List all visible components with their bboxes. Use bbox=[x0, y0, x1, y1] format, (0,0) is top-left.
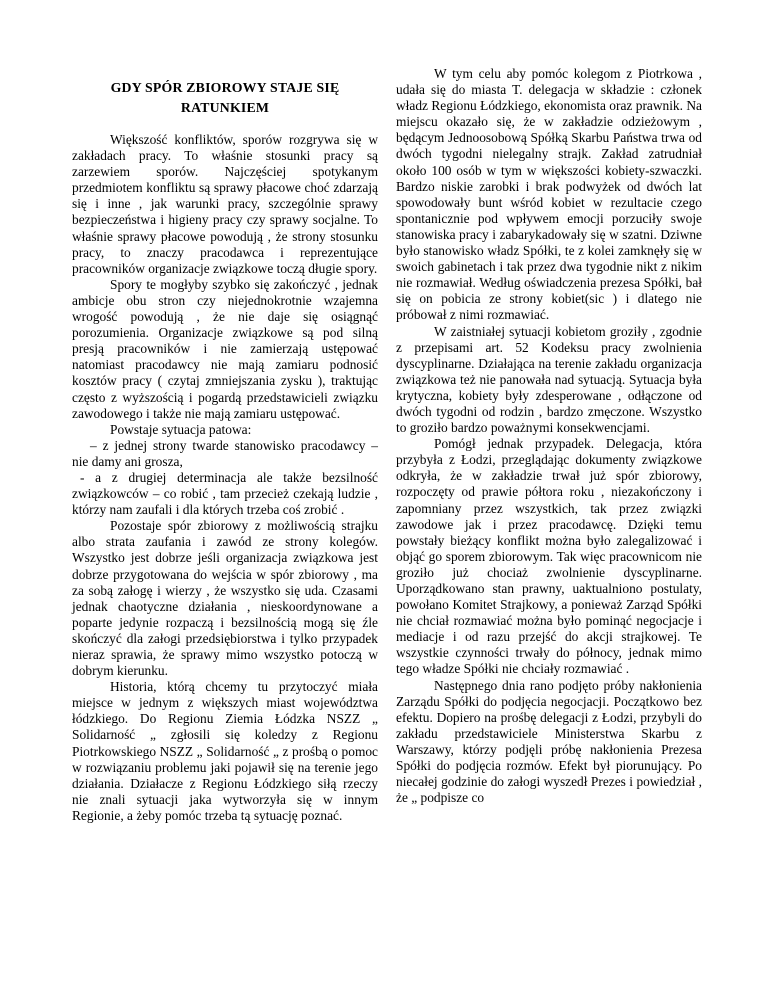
paragraph-left-6: Pozostaje spór zbiorowy z możliwością strajku albo strata zaufania i zawód ze strony kolegów. Wszystko jest dobrze jeśli organizacja związkowa jest dobrze przygotowana do wejścia w spór zbiorowy , ma za sobą załogę i wierzy , że wszystko się uda. Czasami jednak chaotyczne działania , nieskoordynowane a poparte jedynie rozpaczą i bezsilnością mogą się źle skończyć dla załogi przedsiębiorstwa i tylko przypadek nieraz sprawia, że sprawy mimo wszystko potoczą w dobrym kierunku. bbox=[72, 518, 378, 679]
paragraph-left-7: Historia, którą chcemy tu przytoczyć miała miejsce w jednym z większych miast województwa łódzkiego. Do Regionu Ziemia Łódzka NSZZ „ Solidarność „ zgłosili się koledzy z Regionu Piotrkowskiego NSZZ „ Solidarność „ z prośbą o pomoc w rozwiązaniu problemu jaki pojawił się na terenie jego działania. Działacze z Regionu Łódzkiego siłą rzeczy nie znali sytuacji jaka wytworzyła się w innym Regionie, a żeby pomóc trzeba tą sytuację poznać. bbox=[72, 679, 378, 823]
paragraph-left-2: Spory te mogłyby szybko się zakończyć , jednak ambicje obu stron czy niejednokrotnie wzajemna wrogość powodują , że nie daje się osiągnąć porozumienia. Organizacje związkowe są pod silną presją pracowników i nie zamierzają ustępować natomiast pracodawcy nie mają zamiaru podnosić kosztów pracy ( czytaj zmniejszania zysku ), traktując często z wyższością i pogardą przedstawicieli związku zawodowego i także nie mają zamiaru ustępować. bbox=[72, 276, 378, 421]
paragraph-left-1: Większość konfliktów, sporów rozgrywa się w zakładach pracy. To właśnie stosunki pracy są zarzewiem sporów. Najczęściej spotykanym przedmiotem konfliktu są sprawy płacowe choć zdarzają się i inne , jak warunki pracy, szczególnie sprawy bezpieczeństwa i higieny pracy czy sprawy socjalne. To właśnie sprawy płacowe powodują , że strony stosunku pracy, to znaczy pracodawca i reprezentujące pracowników organizacje związkowe toczą długie spory. bbox=[72, 132, 378, 276]
document-title-line-2: RATUNKIEM bbox=[180, 100, 270, 115]
document-title bbox=[72, 78, 378, 118]
paragraph-right-1: W tym celu aby pomóc kolegom z Piotrkowa , udała się do miasta T. delegacja w składzie : członek władz Regionu Łódzkiego, ekonomista oraz prawnik. Na miejscu okazało się, że w zakładzie odzieżowym , będącym Jednoosobową Spółką Skarbu Państwa trwa od dwóch tygodni nielegalny strajk. Zakład zatrudniał około 100 osób w tym w większości kobiety-szwaczki. Bardzo niskie zarobki i brak podwyżek od dwóch lat spowodowały bunt wśród kobiet w rezultacie czego spontanicznie pod wpływem emocji porzuciły swoje stanowiska pracy i zabarykadowały się w szatni. Dziwne było stanowisko władz Spółki, te z kolei zamknęły się w swoich gabinetach i tak przez dwa tygodnie nikt z nikim nie rozmawiał. Według oświadczenia prezesa Spółki, bał się on pobicia ze strony kobiet(sic ) i dlatego nie próbował z nimi rozmawiać. bbox=[396, 66, 702, 323]
paragraph-right-4: Następnego dnia rano podjęto próby nakłonienia Zarządu Spółki do podjęcia negocjacji. Początkowo bez efektu. Dopiero na prośbę delegacji z Łodzi, przybyli do zakładu przedstawiciele Ministerstwa Skarbu z Warszawy, którzy podjęli próbę nakłonienia Prezesa Spółki do podjęcia rozmów. Efekt był piorunujący. Po niecałej godzinie do załogi wyszedł Prezes i powiedział , że „ podpisze co bbox=[396, 677, 702, 806]
left-column bbox=[72, 66, 378, 824]
paragraph-right-3: Pomógł jednak przypadek. Delegacja, która przybyła z Łodzi, przeglądając dokumenty związkowe odkryła, że w zakładzie trwał już spór zbiorowy, rozpoczęty od prawie półtora roku , niezakończony i zapomniany przez wszystkich, tak przez związki zawodowe jak i przez pracodawcę. Dzięki temu powstały bieżący konflikt można było zalegalizować i objąć go sporem zbiorowym. Tak więc pracownicom nie groziło już chociaż zwolnienie dyscyplinarne. Uporządkowano stan prawny, uaktualniono postulaty, powołano Komitet Strajkowy, a ponieważ Zarząd Spółki nie chciał rozmawiać można było pominąć negocjacje i mediacje i od razu przejść do akcji strajkowej. Te wszystkie czynności trwały do północy, jednak mimo tego władze Spółki nie chciały rozmawiać . bbox=[396, 436, 702, 677]
document-title-line-1: GDY SPÓR ZBIOROWY STAJE SIĘ bbox=[110, 80, 340, 95]
two-column-layout bbox=[72, 66, 702, 824]
paragraph-right-2: W zaistniałej sytuacji kobietom groziły , zgodnie z przepisami art. 52 Kodeksu pracy zwolnienia dyscyplinarne. Działająca na terenie zakładu organizacja związkowa też nie panowała nad sytuacją. Sytuacja była krytyczna, kobiety były zdesperowane , odłączone od dwóch tygodni od rodzin , bardzo zmęczone. Wszystko to groziło bardzo poważnymi konsekwencjami. bbox=[396, 323, 702, 436]
paragraph-left-5-dash-item: - a z drugiej determinacja ale także bezsilność związkowców – co robić , tam przecież czekają ludzie , którzy nam zaufali i dla których trzeba coś zrobić . bbox=[72, 469, 378, 518]
paragraph-left-3: Powstaje sytuacja patowa: bbox=[110, 421, 252, 437]
paragraph-left-4-dash-item: – z jednej strony twarde stanowisko pracodawcy – nie damy ani grosza, bbox=[72, 437, 378, 469]
right-column bbox=[396, 66, 702, 824]
